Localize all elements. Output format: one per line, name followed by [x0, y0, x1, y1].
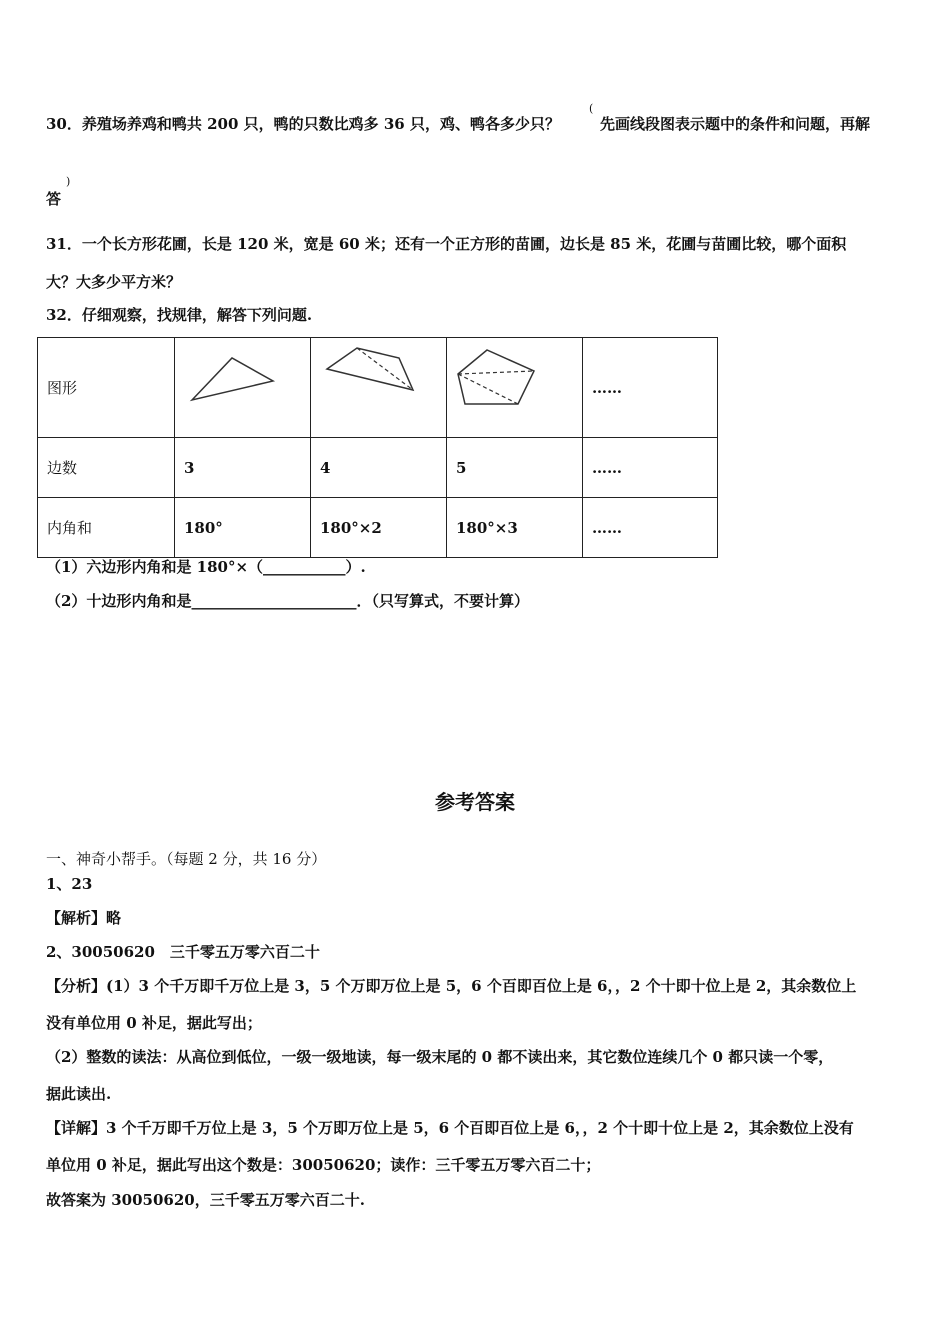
cell-angles-1: 180° [175, 498, 311, 558]
answer-2-analysis-line3: （2）整数的读法：从高位到低位，一级一级地读，每一级末尾的 0 都不读出来，其它数位连续几个 0 都只读一个零， [46, 1048, 834, 1066]
q30-paren-close: ) [66, 175, 71, 188]
answers-section1: 一、神奇小帮手。（每题 2 分，共 16 分） [46, 850, 327, 868]
triangle-figure [175, 338, 310, 433]
answer-1: 1、23 [46, 875, 93, 893]
row-label-angles: 内角和 [38, 498, 175, 558]
q30-hint: 先画线段图表示题中的条件和问题，再解 [600, 115, 871, 133]
q30-paren-open: ( [589, 102, 594, 115]
cell-sides-4: …… [583, 438, 718, 498]
answer-2-detail-line2: 单位用 0 补足，据此写出这个数是：30050620；读作：三千零五万零六百二十； [46, 1156, 601, 1174]
cell-shape-ellipsis: …… [583, 338, 718, 438]
answer-2-conclusion: 故答案为 30050620，三千零五万零六百二十. [46, 1191, 365, 1209]
answers-title: 参考答案 [435, 790, 515, 814]
answer-1-analysis: 【解析】略 [46, 909, 122, 927]
q32-sub1: （1）六边形内角和是 180°×（___________）. [46, 558, 366, 576]
cell-angles-4: …… [583, 498, 718, 558]
answer-2-analysis-line4: 据此读出. [46, 1085, 112, 1103]
pentagon-figure [447, 338, 582, 433]
q31-line1: 31．一个长方形花圃，长是 120 米，宽是 60 米；还有一个正方形的苗圃，边长是 85 米，花圃与苗圃比较，哪个面积 [46, 235, 847, 253]
cell-quadrilateral [311, 338, 447, 438]
cell-angles-2: 180°×2 [311, 498, 447, 558]
quadrilateral-figure [311, 338, 446, 433]
answer-2: 2、30050620 三千零五万零六百二十 [46, 943, 320, 961]
table-row-shapes [38, 338, 718, 438]
triangle-shape [192, 358, 273, 400]
answer-2-analysis-line2: 没有单位用 0 补足，据此写出； [46, 1014, 262, 1032]
cell-sides-3: 5 [447, 438, 583, 498]
pentagon-shape [458, 350, 534, 404]
quadrilateral-shape [327, 348, 413, 390]
q31-line2: 大？大多少平方米？ [46, 273, 182, 291]
q30-line2: 答 [46, 190, 62, 208]
answer-2-analysis-line1: 【分析】(1）3 个千万即千万位上是 3，5 个万即万位上是 5，6 个百即百位上是 6，，2 个十即十位上是 2，其余数位上 [46, 977, 857, 995]
shapes-table [37, 337, 718, 558]
table-row-sides [38, 438, 718, 498]
answer-2-detail-line1: 【详解】3 个千万即千万位上是 3，5 个万即万位上是 5，6 个百即百位上是 6，，2 个十即十位上是 2，其余数位上没有 [46, 1119, 854, 1137]
row-label-sides: 边数 [38, 438, 175, 498]
q32-sub2: （2）十边形内角和是______________________．（只写算式，不要计算） [46, 592, 529, 610]
table-row-angles [38, 498, 718, 558]
pentagon-diagonal-1 [458, 371, 534, 374]
q32-intro: 32．仔细观察，找规律，解答下列问题. [46, 306, 313, 324]
row-label-shape: 图形 [38, 338, 175, 438]
cell-sides-2: 4 [311, 438, 447, 498]
q30-line1: 30．养殖场养鸡和鸭共 200 只，鸭的只数比鸡多 36 只，鸡、鸭各多少只？ [46, 115, 560, 133]
cell-angles-3: 180°×3 [447, 498, 583, 558]
cell-pentagon [447, 338, 583, 438]
cell-sides-1: 3 [175, 438, 311, 498]
pentagon-diagonal-2 [458, 374, 518, 404]
cell-triangle [175, 338, 311, 438]
